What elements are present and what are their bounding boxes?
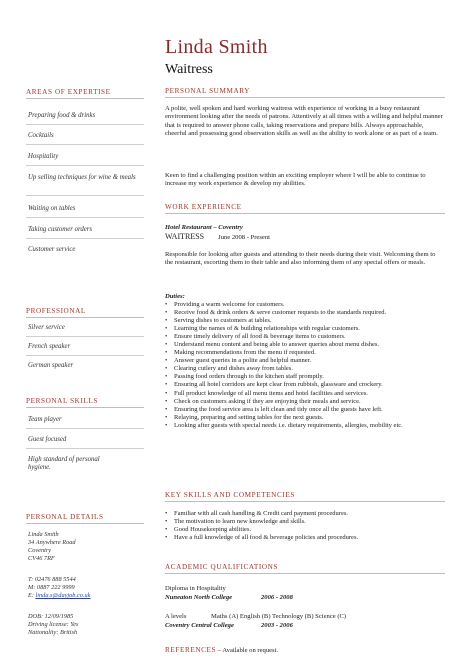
key-skill-item: • Have a full knowledge of all food & beverage policies and procedures. (165, 534, 450, 542)
college-1-years: 2006 - 2008 (261, 594, 293, 601)
details-licence: Driving license: Yes (28, 621, 79, 628)
skill-item: Team player (28, 416, 62, 423)
duty-item: • Looking after guests with special needs i.e. dietary requirements, allergies, mobility etc. (165, 422, 450, 430)
job-description: Responsible for looking after guests and attending to their needs during their visit. Welcoming them to the restaurant, escorting them to their table and also informing them of any special offers or meals. (165, 251, 436, 267)
divider (26, 336, 144, 337)
experience-heading (165, 203, 445, 214)
summary-paragraph-2: Keen to find a challenging position within an exciting employer where I will be able to continue to increase my work experience & develop my abilities. (165, 172, 426, 188)
expertise-heading (26, 88, 144, 99)
expertise-item: Waiting on tables (28, 205, 76, 212)
details-address1: 34 Anywhere Road (28, 539, 76, 546)
employer (165, 224, 243, 232)
duty-item: • Passing food orders through to the kitchen staff promptly. (165, 373, 450, 381)
alevels-label: A levels (165, 613, 187, 620)
details-nationality: Nationality: British (28, 629, 78, 636)
key-skill-item: • Familiar with all cash handling & Credit card payment procedures. (165, 510, 450, 518)
key-skills-list (165, 510, 450, 542)
duties-label-text: Duties: (165, 293, 185, 300)
divider (26, 165, 144, 166)
expertise-heading-text: AREAS OF EXPERTISE (26, 88, 111, 96)
professional-heading-text: PROFESSIONAL (26, 307, 86, 315)
duty-item: • Receive food & drink orders & serve customer requests to the standards required. (165, 309, 450, 317)
expertise-item: Cocktails (28, 132, 54, 139)
job-role: Waitress (165, 62, 213, 77)
details-heading-rule (26, 523, 144, 524)
duty-item: • Full product knowledge of all menu items and hotel facilities and services. (165, 390, 450, 398)
professional-heading (26, 307, 144, 318)
expertise-item: Customer service (28, 246, 76, 253)
references-text: – Available on request. (217, 647, 279, 654)
duty-item: • Learning the names of & building relationships with regular customers. (165, 325, 450, 333)
college-2: Coventry Central College (165, 622, 234, 629)
alevels-grades: Maths (A) English (B) Technology (B) Science (C) (211, 613, 347, 620)
details-heading (26, 513, 144, 524)
experience-heading-rule (165, 213, 445, 214)
skill-item: High standard of personal hygiene. (28, 456, 100, 472)
duty-item: • Providing a warm welcome for customers. (165, 301, 450, 309)
references-heading: REFERENCES (165, 646, 217, 654)
summary-heading-rule (165, 97, 445, 98)
details-name: Linda Smith (28, 531, 59, 538)
skills-heading-rule (26, 407, 144, 408)
qualifications-heading (165, 563, 445, 574)
employer-text: Hotel Restaurant – Coventry (165, 224, 243, 231)
summary-paragraph-1: A polite, well spoken and hard working waitress with experience of working in a busy restaurant environment looking after the needs of patrons. Attentively at all times with a willing and helpful manner that is required to answer phone calls, taking reservations and prepare bills. Always approachable, cheerful and possessing good observation skills as well as the ability to work alone or as part of a team. (165, 105, 443, 137)
job-title: WAITRESS (165, 232, 205, 241)
expertise-item: Preparing food & drinks (28, 112, 96, 119)
duty-item: • Ensuring all hotel corridors are kept clear from rubbish, glassware and crockery. (165, 381, 450, 389)
summary-heading (165, 87, 445, 98)
key-skills-heading (165, 491, 445, 502)
duty-item: • Ensure timely delivery of all food & beverage items to customers. (165, 333, 450, 341)
expertise-item: Hospitality (28, 153, 59, 160)
divider (26, 355, 144, 356)
alevels-line (165, 613, 346, 621)
key-skills-heading-rule (165, 501, 445, 502)
duty-item: • Answer guest queries in a polite and helpful manner. (165, 357, 450, 365)
expertise-item: Taking customer orders (28, 226, 93, 233)
duty-item: • Serving dishes to customers at tables. (165, 317, 450, 325)
skills-heading-text: PERSONAL SKILLS (26, 397, 99, 405)
college-2-line (165, 622, 293, 630)
experience-heading-text: WORK EXPERIENCE (165, 203, 242, 211)
college-1: Nuneaton North College (165, 594, 233, 601)
divider (26, 428, 144, 429)
professional-item: French speaker (28, 343, 71, 350)
key-skill-item: • The motivation to learn new knowledge and skills. (165, 518, 450, 526)
job-line (165, 233, 270, 242)
duty-item: • Understand menu content and being able to answer queries about menu dishes. (165, 341, 450, 349)
details-dob: DOB: 12/09/1985 (28, 613, 74, 620)
details-postcode: CV46 7RF (28, 555, 55, 562)
diploma: Diploma in Hospitality (165, 585, 226, 592)
professional-item: Silver service (28, 324, 65, 331)
college-2-years: 2003 - 2006 (261, 622, 293, 629)
email-link[interactable]: linda.s@dayjob.co.uk (35, 592, 91, 599)
college-1-line (165, 594, 293, 602)
expertise-item: Up selling techniques for wine & meals (28, 174, 136, 181)
key-skill-item: • Good Housekeeping abilities. (165, 526, 450, 534)
details-telephone: T: 02476 888 5544 (28, 576, 76, 583)
expertise-heading-rule (26, 98, 144, 99)
job-dates: June 2008 - Present (218, 234, 270, 241)
details-mobile: M: 0887 222 9999 (28, 584, 75, 591)
divider (26, 217, 144, 218)
divider (26, 238, 144, 239)
references-line (165, 646, 445, 655)
divider (26, 124, 144, 125)
duty-item: • Check on customers asking if they are enjoying their meals and service. (165, 398, 450, 406)
duty-item: • Clearing cutlery and dishes away from tables. (165, 365, 450, 373)
divider (26, 144, 144, 145)
divider (26, 448, 144, 449)
qualifications-heading-text: ACADEMIC QUALIFICATIONS (165, 563, 279, 571)
qualifications-heading-rule (165, 573, 445, 574)
key-skills-heading-text: KEY SKILLS AND COMPETENCIES (165, 491, 295, 499)
details-heading-text: PERSONAL DETAILS (26, 513, 104, 521)
professional-item: German speaker (28, 362, 74, 369)
duties-list (165, 301, 450, 430)
duty-item: • Making recommendations from the menu if requested. (165, 349, 450, 357)
email-prefix: E: (28, 592, 36, 599)
skill-item: Guest focused (28, 436, 67, 443)
duties-label (165, 293, 185, 301)
skills-heading (26, 397, 144, 408)
details-address2: Coventry (28, 547, 52, 554)
summary-heading-text: PERSONAL SUMMARY (165, 87, 251, 95)
duty-item: • Ensuring the food service area is left clean and tidy once all the guests have left. (165, 406, 450, 414)
divider (26, 195, 144, 196)
professional-heading-rule (26, 317, 144, 318)
candidate-name: Linda Smith (165, 36, 268, 58)
details-email-line (28, 592, 146, 600)
duty-item: • Relaying, preparing and setting tables for the next guests. (165, 414, 450, 422)
